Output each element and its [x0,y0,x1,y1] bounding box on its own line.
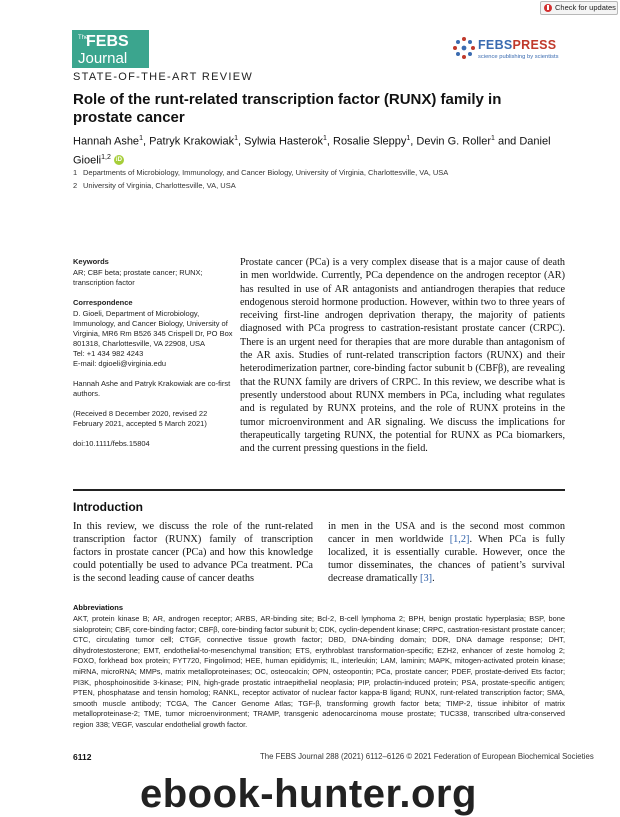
author-name[interactable]: Rosalie Sleppy [333,135,407,148]
check-for-updates-label: Check for updates [555,3,616,12]
keywords-heading: Keywords [73,257,109,266]
author-name[interactable]: Hannah Ashe [73,135,140,148]
update-icon [544,4,552,12]
author-name[interactable]: Daniel Gioeli [73,135,551,167]
journal-logo [72,30,149,68]
abbreviations-heading: Abbreviations [73,603,124,612]
febs-press-dots-icon [452,36,476,60]
article-title: Role of the runt-related transcription factor (RUNX) family in prostate cancer [73,91,502,126]
journal-logo-the: The [78,35,89,41]
watermark: ebook-hunter.org [140,772,477,816]
page-number: 6112 [73,752,92,762]
intro-column-2: in men in the USA and is the second most common cancer in men worldwide [1,2]. When PCa is fully localized, it is essentially curable. However, once the tumor disseminates, the chances of patient’s survival decrease dramatically [3]. [328,521,565,584]
section-divider [73,489,565,491]
publisher-logo [452,32,570,66]
check-for-updates-button[interactable] [540,1,618,15]
orcid-icon[interactable]: iD [115,157,122,164]
cofirst-note: Hannah Ashe and Patryk Krakowiak are co-first authors. [73,379,231,398]
journal-footer: The FEBS Journal 288 (2021) 6112–6126 © 2021 Federation of European Biochemical Societies [260,752,594,761]
article-sidebar [73,257,233,459]
author-name[interactable]: Sylwia Hasterok [244,135,323,148]
abbreviations-list: AKT, protein kinase B; AR, androgen receptor; ARBS, AR-binding site; Bcl-2, B-cell lymphoma 2; BPH, benign prostatic hyperplasia; BSP, bone sialoprotein; CBF, core-binding factor; CBFβ, core-binding factor subunit b; CDK, cyclin-dependent kinase; CRPC, castration-resistant prostate cancer; CTC, circulating tumor cell; CTGF, connective tissue growth factor; DBD, DNA-binding domain; DDR, DNA damage response; DHT, dihydrotestosterone; EMT, endothelial-to-mesenchymal transition; ETS, erythroblast transformation-specific; EZH2, enhancer of zeste homolog 2; FOXO, forkhead box protein; FYT720, Fingolimod; HEE, human epididymis; IL, interleukin; LAM, laminin; MAPK, mitogen-activated protein kinase; miRNA, microRNA; MMPs, matrix metalloproteinases; OC, osteocalcin; OPN, osteopontin; PCa, prostate cancer; PDEF, prostate-derived Ets factor; PI3K, phosphoinositide 3-kinase; PIN, high-grade prostatic intraepithelial neoplasia; PIP, prolactin-induced protein; PSA, prostate-specific antigen; PTEN, phosphatase and tensin homolog; RANKL, receptor activator of nuclear factor kappa-B ligand; RUNX, runt-related transcription factor; SMA, smooth muscle antibody; TCGA, The Cancer Genome Atlas; TGF-β, transforming growth factor beta; TIMP-2, tissue inhibitor of matrix metalloproteinase-2; TME, tumor microenvironment; TRAMP, transgenic adenocarcinoma mouse prostate; TUC338, transcribed ultra-conserved region 338; VEGF, vascular endothelial growth factor. [73,614,565,729]
keywords: AR; CBF beta; prostate cancer; RUNX; transcription factor [73,268,203,287]
publisher-tagline: science publishing by scientists [478,54,559,60]
section-label: STATE-OF-THE-ART REVIEW [73,71,254,83]
author-name[interactable]: Devin G. Roller [416,135,491,148]
abstract: Prostate cancer (PCa) is a very complex disease that is a major cause of death in men worldwide. Currently, PCa dependence on the androgen receptor (AR) has resulted in use of AR antagonists and antiandrogen therapies that reduce endogenous steroid hormone production. However, within two to three years of receiving first-line androgen deprivation therapy, the majority of patients diagnosed with PCa progress to castration-resistant prostate cancer (CRPC). There is an urgent need for therapies that are more durable than antagonism of the AR axis. Studies of runt-related transcription factors (RUNX) and their heterodimerization partner, core-binding factor subunit b (CBFβ), are revealing that the RUNX family are drivers of CRPC. In this review, we describe what is presently understood about RUNX members in PCa, including what regulates and is regulated by RUNX proteins, and the role of RUNX proteins in the tumor microenvironment and AR signaling. We discuss the implications for therapeutically targeting RUNX, the potential for RUNX as PCa biomarkers, and the current pressing questions in the field. [240,257,565,455]
affiliation-item: 2 University of Virginia, Charlottesville, VA, USA [73,181,236,190]
reference-link[interactable]: [3] [420,573,433,584]
journal-logo-febs: FEBS [86,33,129,50]
received-dates: (Received 8 December 2020, revised 22 February 2021, accepted 5 March 2021) [73,409,208,428]
journal-logo-journal: Journal [78,50,128,67]
author-list: Hannah Ashe$^1$, Patryk Krakowiak$^1$, Sylwia Hasterok$^1$, Rosalie Sleppy$^1$, Devin G. Roller$^1$ and Daniel Gioeli$^{1,2}$ iD [73,135,551,167]
intro-column-1: In this review, we discuss the role of the runt-related transcription factor (RUNX) family of transcription factors in prostate cancer (PCa) and how this knowledge could potentially be used to advance PCa treatment. PCa is the second leading cause of cancer deaths [73,521,313,584]
author-name[interactable]: Patryk Krakowiak [149,135,235,148]
reference-link[interactable]: [1,2] [449,534,470,545]
affiliation-item: 1 Departments of Microbiology, Immunology, and Cancer Biology, University of Virginia, Charlottesville, VA, USA [73,168,449,177]
correspondence-address: D. Gioeli, Department of Microbiology, Immunology, and Cancer Biology, University of Virginia, MR6 Rm B526 345 Crispell Dr, PO Box 801318, Charlottesville, VA 22908, USA [73,309,233,348]
correspondence-email[interactable]: E-mail: dgioeli@virginia.edu [73,359,167,368]
introduction-heading: Introduction [73,500,143,514]
doi[interactable]: doi:10.1111/febs.15804 [73,439,150,448]
affiliations [73,166,448,192]
correspondence-tel: Tel: +1 434 982 4243 [73,349,144,358]
correspondence-heading: Correspondence [73,298,133,307]
publisher-name: FEBSPRESS [478,38,557,52]
